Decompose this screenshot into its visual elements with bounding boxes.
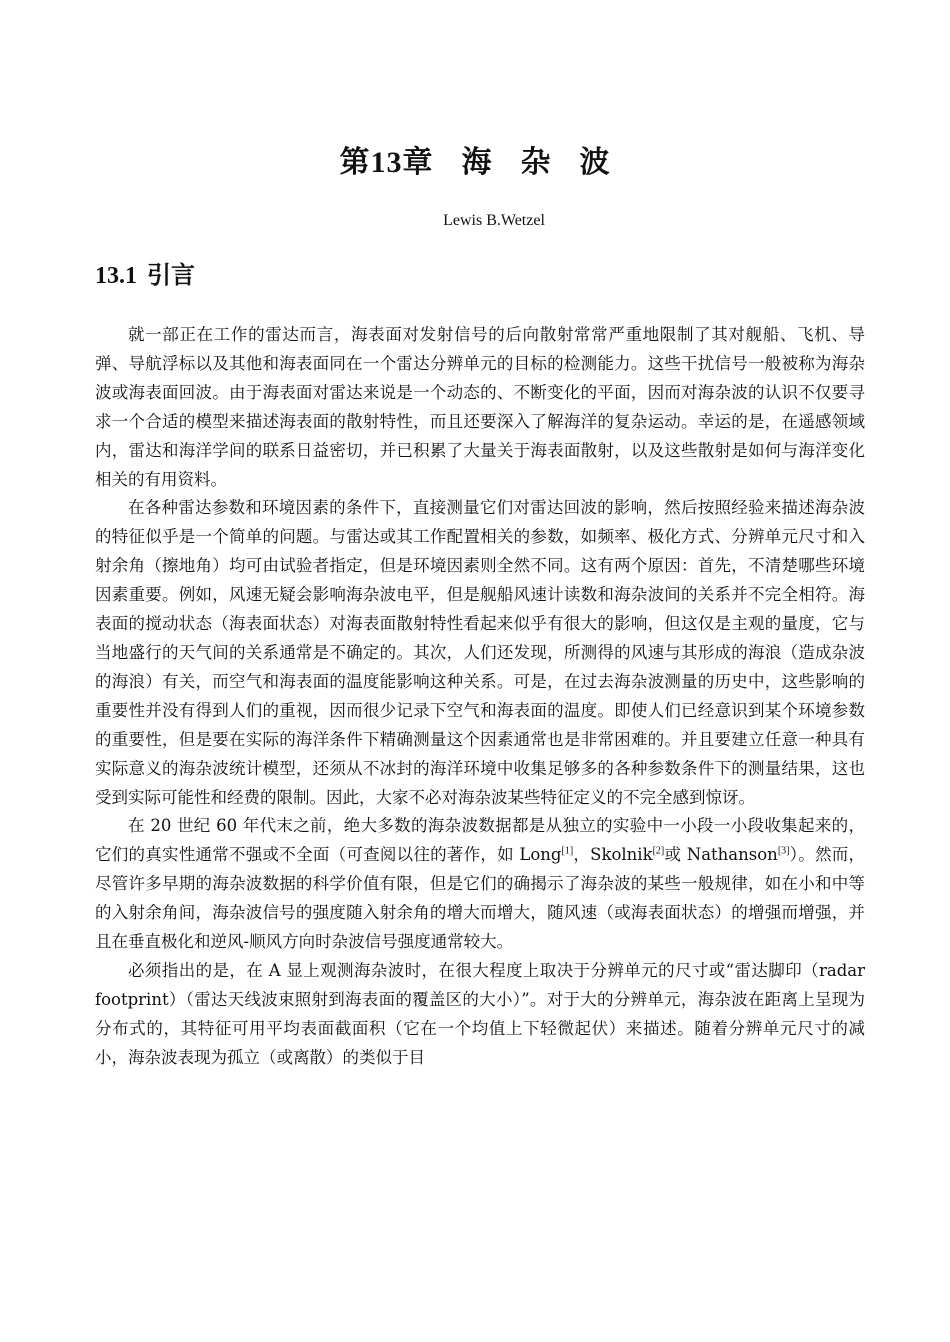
section-heading	[95, 258, 195, 293]
chapter-number: 13	[370, 146, 403, 179]
chapter-title-char-1: 海	[461, 145, 493, 180]
section-title: 引言	[147, 260, 195, 289]
chapter-prefix: 第	[339, 145, 371, 180]
paragraph-2: 在各种雷达参数和环境因素的条件下，直接测量它们对雷达回波的影响，然后按照经验来描述海杂波的特征似乎是一个简单的问题。与雷达或其工作配置相关的参数，如频率、极化方式、分辨单元尺寸和入射余角（擦地角）均可由试验者指定，但是环境因素则全然不同。这有两个原因：首先，不清楚哪些环境因素重要。例如，风速无疑会影响海杂波电平，但是舰船风速计读数和海杂波间的关系并不完全相符。海表面的搅动状态（海表面状态）对海表面散射特性看起来似乎有很大的影响，但这仅是主观的量度，它与当地盛行的天气间的关系通常是不确定的。其次，人们还发现，所测得的风速与其形成的海浪（造成杂波的海浪）有关，而空气和海表面的温度能影响这种关系。可是，在过去海杂波测量的历史中，这些影响的重要性并没有得到人们的重视，因而很少记录下空气和海表面的温度。即使人们已经意识到某个环境参数的重要性，但是要在实际的海洋条件下精确测量这个因素通常也是非常困难的。并且要建立任意一种具有实际意义的海杂波统计模型，还须从不冰封的海洋环境中收集足够多的各种参数条件下的测量结果，这也受到实际可能性和经费的限制。因此，大家不必对海杂波某些特征定义的不完全感到惊讶。	[95, 498, 865, 807]
author-name: Lewis B.Wetzel	[443, 212, 545, 229]
paragraph-3-text-2: ，Skolnik	[573, 845, 653, 865]
chapter-title-char-3: 波	[579, 145, 611, 180]
paragraph-3-text-3: 或 Nathanson	[664, 845, 778, 865]
paragraph-3-text-4: ）。然而，尽管许多早期的海杂波数据的科学价值有限，但是它们的确揭示了海杂波的某些一般规律，如在小和中等的入射余角间，海杂波信号的强度随入射余角的增大而增大，随风速（或海表面状态）的增强而增强，并且在垂直极化和逆风-顺风方向时杂波信号强度通常较大。	[95, 845, 866, 952]
chapter-word: 章	[402, 145, 434, 180]
section-number: 13.1	[95, 263, 137, 289]
chapter-title-char-2: 杂	[520, 145, 552, 180]
paragraph-4: 必须指出的是，在 A 显上观测海杂波时，在很大程度上取决于分辨单元的尺寸或“雷达脚印（radar footprint）（雷达天线波束照射到海表面的覆盖区的大小）”。对于大的分辨单元，海杂波在距离上呈现为分布式的，其特征可用平均表面截面积（它在一个均值上下轻微起伏）来描述。随着分辨单元尺寸的减小，海杂波表现为孤立（或离散）的类似于目	[95, 960, 865, 1067]
citation-ref-1: [1]	[561, 845, 574, 857]
paragraph-3	[95, 812, 865, 957]
paragraph-1: 就一部正在工作的雷达而言，海表面对发射信号的后向散射常常严重地限制了其对舰船、飞机、导弹、导航浮标以及其他和海表面同在一个雷达分辨单元的目标的检测能力。这些干扰信号一般被称为海杂波或海表面回波。由于海表面对雷达来说是一个动态的、不断变化的平面，因而对海杂波的认识不仅要寻求一个合适的模型来描述海表面的散射特性，而且还要深入了解海洋的复杂运动。幸运的是，在遥感领域内，雷达和海洋学间的联系日益密切，并已积累了大量关于海表面散射，以及这些散射是如何与海洋变化相关的有用资料。	[95, 325, 865, 489]
citation-ref-3: [3]	[777, 845, 790, 857]
citation-ref-2: [2]	[652, 845, 665, 857]
paragraph-3-text-1: 在 20 世纪 60 年代末之前，绝大多数的海杂波数据都是从独立的实验中一小段一小段收集起来的，它们的真实性通常不强或不全面（可查阅以往的著作，如 Long	[95, 816, 865, 865]
chapter-title	[0, 143, 950, 183]
body-text	[95, 321, 865, 1073]
